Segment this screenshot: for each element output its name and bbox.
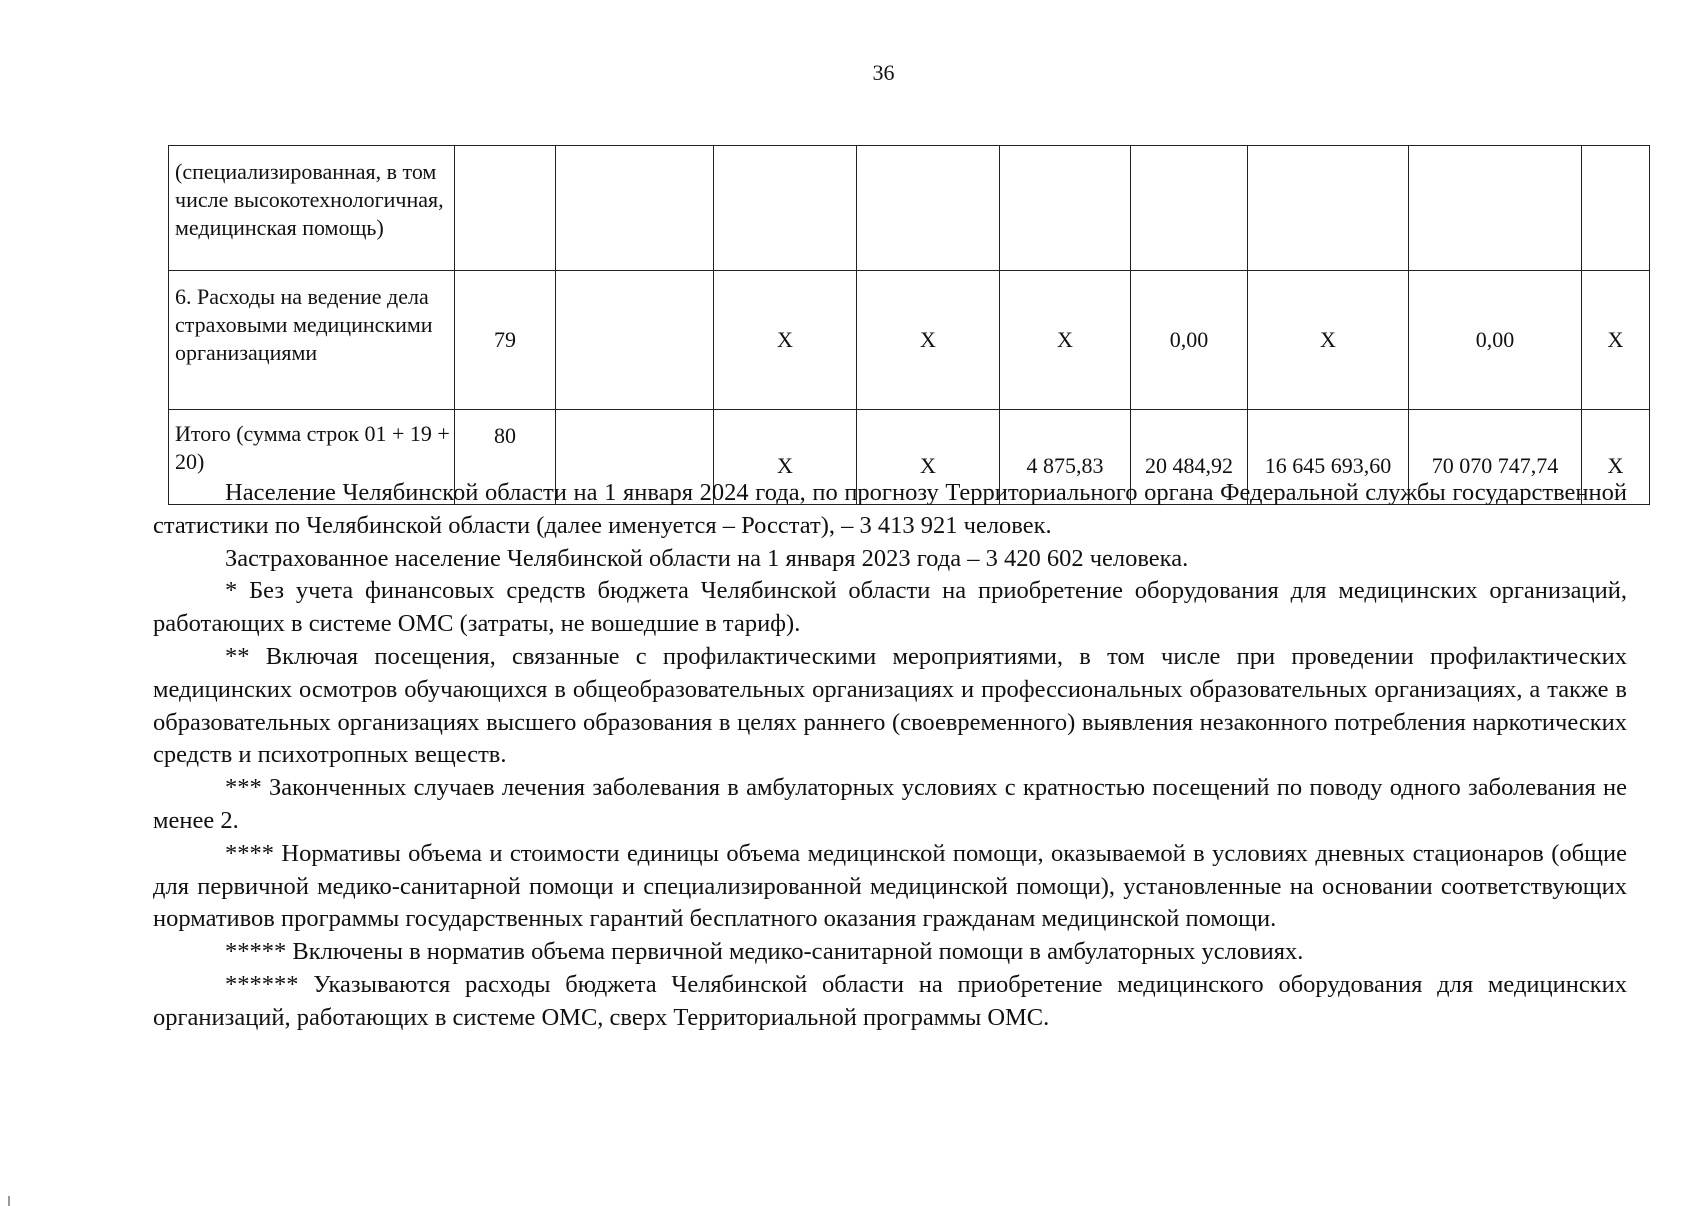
financing-table xyxy=(168,145,1650,505)
table-cell: 0,00 xyxy=(1409,271,1582,410)
table-cell: 16 645 693,60 xyxy=(1248,410,1409,505)
footnote-2: ** Включая посещения, связанные с профилактическими мероприятиями, в том числе при проведении профилактических медицинских осмотров обучающихся в общеобразовательных организациях и профессиональных образовательных организациях, а также в образовательных организациях высшего образования в целях раннего (своевременного) выявления незаконного потребления наркотических средств и психотропных веществ. xyxy=(153,642,1627,769)
note-insured-population: Застрахованное население Челябинской области на 1 января 2023 года – 3 420 602 человека. xyxy=(225,544,1189,572)
note-population: Население Челябинской области на 1 января 2024 года, по прогнозу Территориального органа Федеральной службы государственной статистики по Челябинской области (далее именуется – Росстат), – 3 413 921 человек. xyxy=(153,479,1627,539)
table-cell xyxy=(857,146,1000,271)
table-cell: Х xyxy=(714,271,857,410)
footnote-3: *** Законченных случаев лечения заболевания в амбулаторных условиях с кратностью посещений по поводу одного заболевания не менее 2. xyxy=(153,774,1627,834)
table-cell: 4 875,83 xyxy=(1000,410,1131,505)
table-cell: Х xyxy=(1248,271,1409,410)
table-cell xyxy=(1131,146,1248,271)
footnote-5: ***** Включены в норматив объема первичной медико-санитарной помощи в амбулаторных условиях. xyxy=(225,938,1304,966)
footnotes xyxy=(153,477,1627,1035)
scan-edge-mark xyxy=(8,1196,10,1206)
row-code: 79 xyxy=(455,271,556,410)
table-cell xyxy=(556,271,714,410)
footnote-6: ****** Указываются расходы бюджета Челябинской области на приобретение медицинского оборудования для медицинских организаций, работающих в системе ОМС, сверх Территориальной программы ОМС. xyxy=(153,970,1627,1031)
row-label: (специализированная, в том числе высокотехнологичная, медицинская помощь) xyxy=(169,146,455,271)
page-number: 36 xyxy=(872,60,895,85)
table-row xyxy=(169,146,1650,271)
table-cell: Х xyxy=(1000,271,1131,410)
table-cell: Х xyxy=(1582,410,1650,505)
table-cell xyxy=(714,146,857,271)
table-cell: 70 070 747,74 xyxy=(1409,410,1582,505)
table-cell: 0,00 xyxy=(1131,271,1248,410)
footnote-4: **** Нормативы объема и стоимости единицы объема медицинской помощи, оказываемой в условиях дневных стационаров (общие для первичной медико-санитарной помощи и специализированной медицинской помощи), установленные на основании соответствующих нормативов программы государственных гарантий бесплатного оказания гражданам медицинской помощи. xyxy=(153,839,1627,933)
table-cell xyxy=(1248,146,1409,271)
table-cell: 20 484,92 xyxy=(1131,410,1248,505)
table-cell xyxy=(1000,146,1131,271)
table-cell xyxy=(1409,146,1582,271)
table-cell: Х xyxy=(1582,271,1650,410)
row-label: 6. Расходы на ведение дела страховыми медицинскими организациями xyxy=(169,271,455,410)
row-code xyxy=(455,146,556,271)
table-row xyxy=(169,271,1650,410)
footnote-1: * Без учета финансовых средств бюджета Челябинской области на приобретение оборудования для медицинских организаций, работающих в системе ОМС (затраты, не вошедшие в тариф). xyxy=(153,577,1627,638)
table-cell: Х xyxy=(857,271,1000,410)
table-cell xyxy=(556,146,714,271)
table-cell: Х xyxy=(857,410,1000,505)
row-code: 80 xyxy=(455,410,556,505)
row-label: Итого (сумма строк 01 + 19 + 20) xyxy=(169,410,455,505)
table-cell: Х xyxy=(714,410,857,505)
table-cell xyxy=(1582,146,1650,271)
